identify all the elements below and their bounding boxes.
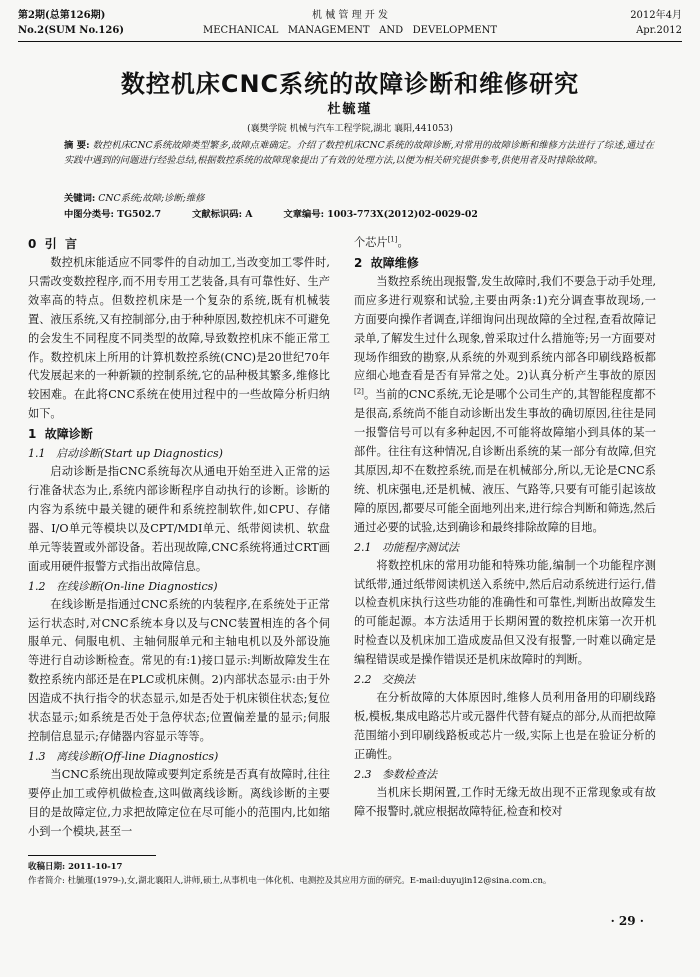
continued-text-body: 个芯片 [354, 236, 388, 249]
classification-line [64, 206, 654, 220]
header-rule [18, 41, 682, 42]
right-column [354, 234, 656, 821]
keywords-text: CNC系统;故障;诊断;维修 [98, 193, 205, 204]
section-1-1-paragraph: 启动诊断是指CNC系统每次从通电开始至进入正常的运行准备状态为止,系统内部诊断程序自动执行的诊断。诊断的内容为系统中最关键的硬件和系统控制软件,如CPU、存储器、I/O单元等模块以及CPT/MDI单元、纸带阅读机、软盘单元等装置或外部设备。若出现故障,CNC系统将通过CRT画面或用硬件报警方式指出故障信息。 [28, 465, 330, 573]
left-column [28, 234, 330, 841]
article-number: 文章编号: 1003-773X(2012)02-0029-02 [283, 209, 478, 220]
section-1-3-heading: 1.3 离线诊断(Off-line Diagnostics) [28, 749, 219, 763]
section-2-2-paragraph: 在分析故障的大体原因时,维修人员利用备用的印刷线路板,模板,集成电路芯片或元器件代替有疑点的部分,从而把故障范围缩小到印刷线路板或芯片一级,实际上也是在验证分析的正确性。 [354, 691, 656, 761]
section-1-heading: 1 故障诊断 [28, 427, 93, 442]
header-date [630, 8, 682, 38]
section-1-1-heading: 1.1 启动诊断(Start up Diagnostics) [28, 447, 223, 461]
abstract-text: 数控机床CNC系统故障类型繁多,故障点难确定。介绍了数控机床CNC系统的故障诊断,对常用的故障诊断和维修方法进行了综述,通过在实践中遇到的问题进行经验总结,根据数控系统的故障现象提出了有效的处理方法,以便为相关研究提供参考,供使用者及时排除故障。 [64, 140, 654, 166]
clc-number: 中图分类号: TG502.7 [64, 209, 162, 220]
abstract-label: 摘 要: [64, 140, 90, 151]
section-0-heading: 0 引 言 [28, 237, 78, 251]
section-2-paragraph [354, 273, 656, 538]
abstract [64, 138, 654, 168]
continued-text-end: 。 [397, 236, 409, 249]
running-header [18, 8, 682, 52]
header-issue-en: No.2(SUM No.126) [18, 25, 125, 36]
section-2-3-paragraph: 当机床长期闲置,工作时无缘无故出现不正常现象或有故障不报警时,就应根据故障特征,检查和校对 [354, 785, 656, 818]
author-bio: 作者简介: 杜毓瑾(1979-),女,湖北襄阳人,讲师,硕士,从事机电一体化机、电测控及其应用方面的研究。E-mail:duyujin12@sina.com.cn。 [28, 876, 552, 886]
section-2-1-paragraph: 将数控机床的常用功能和特殊功能,编制一个功能程序测试纸带,通过纸带阅读机送入系统中,然后启动系统进行运行,借以检查机床执行这些功能的准确性和可靠性,判断出故障发生的可能起源。本方法适用于长期闲置的数控机床第一次开机时检查以及机床加工造成废品但又没有报警,一时难以确定是编程错误或是操作错误还是机床故障时的判断。 [354, 558, 656, 667]
footnote-rule [28, 855, 156, 856]
document-code: 文献标识码: A [192, 209, 253, 220]
citation-ref: [1] [387, 235, 398, 244]
header-journal [18, 8, 682, 38]
section-2-2-heading: 2.2 交换法 [354, 673, 415, 687]
section-2-1-heading: 2.1 功能程序测试法 [354, 540, 459, 554]
header-journal-en: MECHANICAL MANAGEMENT AND DEVELOPMENT [203, 25, 497, 36]
affiliation: (襄樊学院 机械与汽车工程学院,湖北 襄阳,441053) [247, 124, 453, 134]
continued-text [354, 234, 656, 253]
header-issue-cn: 第2期(总第126期) [18, 10, 106, 21]
section-1-2-heading: 1.2 在线诊断(On-line Diagnostics) [28, 579, 218, 593]
section-0-paragraph: 数控机床能适应不同零件的自动加工,当改变加工零件时,只需改变数控程序,而不用专用工艺装备,具有可靠性好、生产效率高的特点。但数控机床是一个复杂的系统,既有机械装置、液压系统,又有控制部分,由于种种原因,数控机床不可避免的会发生不同程度不同类型的故障,导致数控机床不能正常工作。数控机床上所用的计算机数控系统(CNC)是20世纪70年代发展起来的一种新颖的控制系统,它的品种极其繁多,维修比较困难。在此将CNC系统在使用过程中的一些故障分析归纳如下。 [28, 256, 330, 421]
header-journal-cn: 机 械 管 理 开 发 [312, 10, 388, 21]
author-name: 杜毓瑾 [327, 102, 373, 117]
section-2-text-a: 当数控系统出现报警,发生故障时,我们不要急于动手处理,而应多进行观察和试验,主要由两条:1)充分调查事故现场,一方面要向操作者调查,详细询问出现故障的全过程,查看故障记录单,了解发生过什么现象,曾采取过什么措施等;另一方面要对现场作细致的勘察,从系统的外观到系统内部各印刷线路板都应细心地查看是否有异常之处。2)认真分析产生事故的原因 [354, 274, 656, 383]
section-1-2-paragraph: 在线诊断是指通过CNC系统的内装程序,在系统处于正常运行状态时,对CNC系统本身以及与CNC装置相连的各个伺服单元、伺服电机、主轴伺服单元和主轴电机以及外部设施等进行自动诊断检查。常见的有:1)接口显示:判断故障发生在数控系统内部还是在PLC或机床侧。2)内部状态显示:由于外因造成不执行指令的状态显示,如是否处于机床锁住状态;复位状态显示;如系统是否处于急停状态;位置偏差量的显示;伺服控制信息显示;存储器内容显示等等。 [28, 597, 330, 743]
section-2-text-b: 。当前的CNC系统,无论是哪个公司生产的,其智能程度都不是很高,系统尚不能自动诊断出发生事故的确切原因,往往是同一报警信号可以有多种起因,不可能将故障缩小到具体的某一部件。往往有这种情况,自诊断出系统的某一部分有故障,但究其原因,却不在数控系统,而是在机械部分,所以,无论是CNC系统、机床强电,还是机械、液压、气路等,只要有可能引起该故障的原因,都要尽可能全面地列出来,进行综合判断和筛选,然后通过必要的试验,达到确诊和最终排除故障的目地。 [354, 388, 656, 534]
keywords [64, 190, 654, 204]
header-date-en: Apr.2012 [636, 25, 682, 36]
keywords-label: 关键词: [64, 193, 96, 204]
section-1-3-paragraph: 当CNC系统出现故障或要判定系统是否真有故障时,往往要停止加工或停机做检查,这叫做离线诊断。离线诊断的主要目的是故障定位,力求把故障定位在尽可能小的范围内,比如缩小到一个模块,甚至一 [28, 767, 330, 838]
header-date-cn: 2012年4月 [630, 10, 682, 21]
section-2-3-heading: 2.3 参数检查法 [354, 767, 437, 781]
paper-title: 数控机床CNC系统的故障诊断和维修研究 [120, 70, 580, 98]
citation-ref: [2] [354, 387, 364, 396]
received-date: 收稿日期: 2011-10-17 [28, 862, 123, 872]
page-number: · 29 · [610, 914, 644, 928]
section-2-heading: 2 故障维修 [354, 255, 419, 270]
